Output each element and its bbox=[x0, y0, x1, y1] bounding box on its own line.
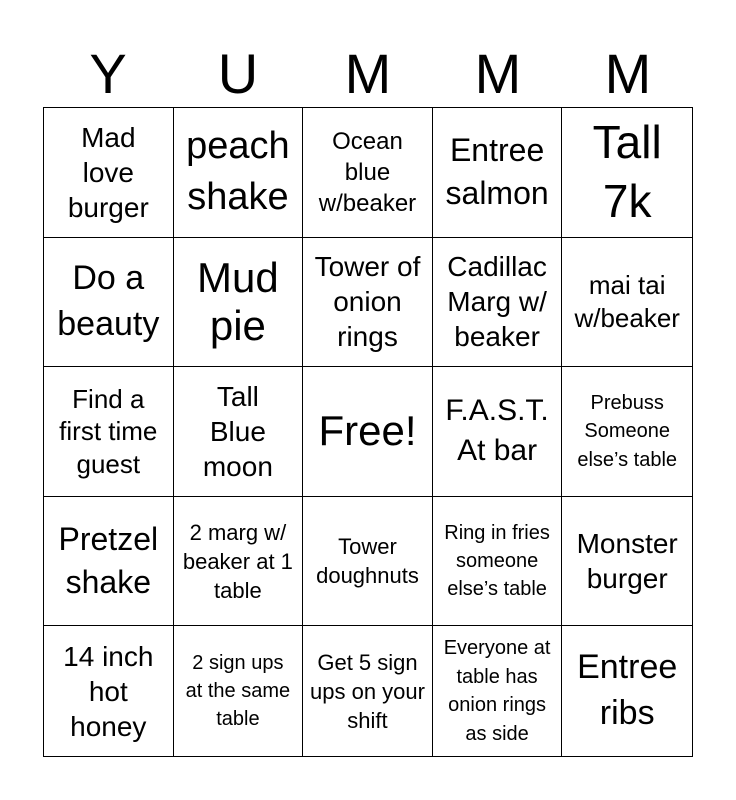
cell-label: peach shake bbox=[186, 125, 290, 219]
header-letter-m3: M bbox=[604, 42, 652, 105]
header-letter-y: Y bbox=[89, 42, 127, 105]
bingo-cell[interactable] bbox=[303, 108, 433, 238]
bingo-cell[interactable] bbox=[174, 238, 304, 368]
bingo-cell[interactable] bbox=[562, 497, 692, 627]
bingo-cell[interactable] bbox=[44, 108, 174, 238]
bingo-cell[interactable] bbox=[44, 626, 174, 756]
cell-label: Cadillac Marg w/ beaker bbox=[447, 251, 547, 353]
bingo-cell free-space[interactable] bbox=[303, 367, 433, 497]
cell-label: Entree ribs bbox=[577, 648, 678, 733]
cell-label: Mud pie bbox=[197, 253, 279, 349]
cell-label: Get 5 sign ups on your shift bbox=[310, 649, 425, 733]
bingo-cell[interactable] bbox=[562, 238, 692, 368]
cell-label: Entree salmon bbox=[445, 132, 549, 212]
bingo-cell[interactable] bbox=[433, 108, 563, 238]
bingo-cell[interactable] bbox=[174, 497, 304, 627]
header-letter-m1: M bbox=[344, 42, 392, 105]
header-letter-u: U bbox=[217, 42, 259, 105]
bingo-cell[interactable] bbox=[562, 108, 692, 238]
bingo-cell[interactable] bbox=[303, 497, 433, 627]
cell-label: Tower doughnuts bbox=[316, 534, 419, 589]
cell-label: Tower of onion rings bbox=[314, 251, 421, 353]
bingo-header bbox=[43, 40, 693, 108]
bingo-cell[interactable] bbox=[303, 626, 433, 756]
free-space-label: Free! bbox=[318, 407, 417, 455]
header-letter-m2: M bbox=[474, 42, 522, 105]
cell-label: Do a beauty bbox=[57, 259, 160, 343]
bingo-cell[interactable] bbox=[562, 367, 692, 497]
cell-label: Monster burger bbox=[576, 528, 678, 595]
bingo-cell[interactable] bbox=[44, 367, 174, 497]
cell-label: Mad love burger bbox=[67, 121, 149, 223]
cell-label: Everyone at table has onion rings as side bbox=[443, 637, 551, 745]
cell-label: Tall 7k bbox=[592, 115, 662, 228]
bingo-cell[interactable] bbox=[433, 367, 563, 497]
cell-label: 2 marg w/ beaker at 1 table bbox=[182, 519, 293, 603]
bingo-cell[interactable] bbox=[433, 497, 563, 627]
cell-label: Pretzel shake bbox=[58, 520, 159, 601]
bingo-cell[interactable] bbox=[174, 367, 304, 497]
bingo-cell[interactable] bbox=[44, 497, 174, 627]
cell-label: mai tai w/beaker bbox=[574, 270, 680, 333]
cell-label: Find a first time guest bbox=[59, 383, 158, 479]
bingo-cell[interactable] bbox=[562, 626, 692, 756]
bingo-cell[interactable] bbox=[174, 108, 304, 238]
bingo-cell[interactable] bbox=[174, 626, 304, 756]
cell-label: Ocean blue w/beaker bbox=[318, 127, 417, 217]
bingo-cell[interactable] bbox=[44, 238, 174, 368]
bingo-board bbox=[43, 107, 693, 757]
bingo-cell[interactable] bbox=[433, 626, 563, 756]
cell-label: 2 sign ups at the same table bbox=[185, 651, 291, 731]
bingo-cell[interactable] bbox=[303, 238, 433, 368]
cell-label: Tall Blue moon bbox=[202, 380, 273, 482]
cell-label: Ring in fries someone else’s table bbox=[444, 521, 550, 601]
cell-label: F.A.S.T. At bar bbox=[445, 393, 549, 468]
bingo-cell[interactable] bbox=[433, 238, 563, 368]
cell-label: 14 inch hot honey bbox=[63, 640, 154, 742]
cell-label: Prebuss Someone else’s table bbox=[577, 391, 678, 471]
